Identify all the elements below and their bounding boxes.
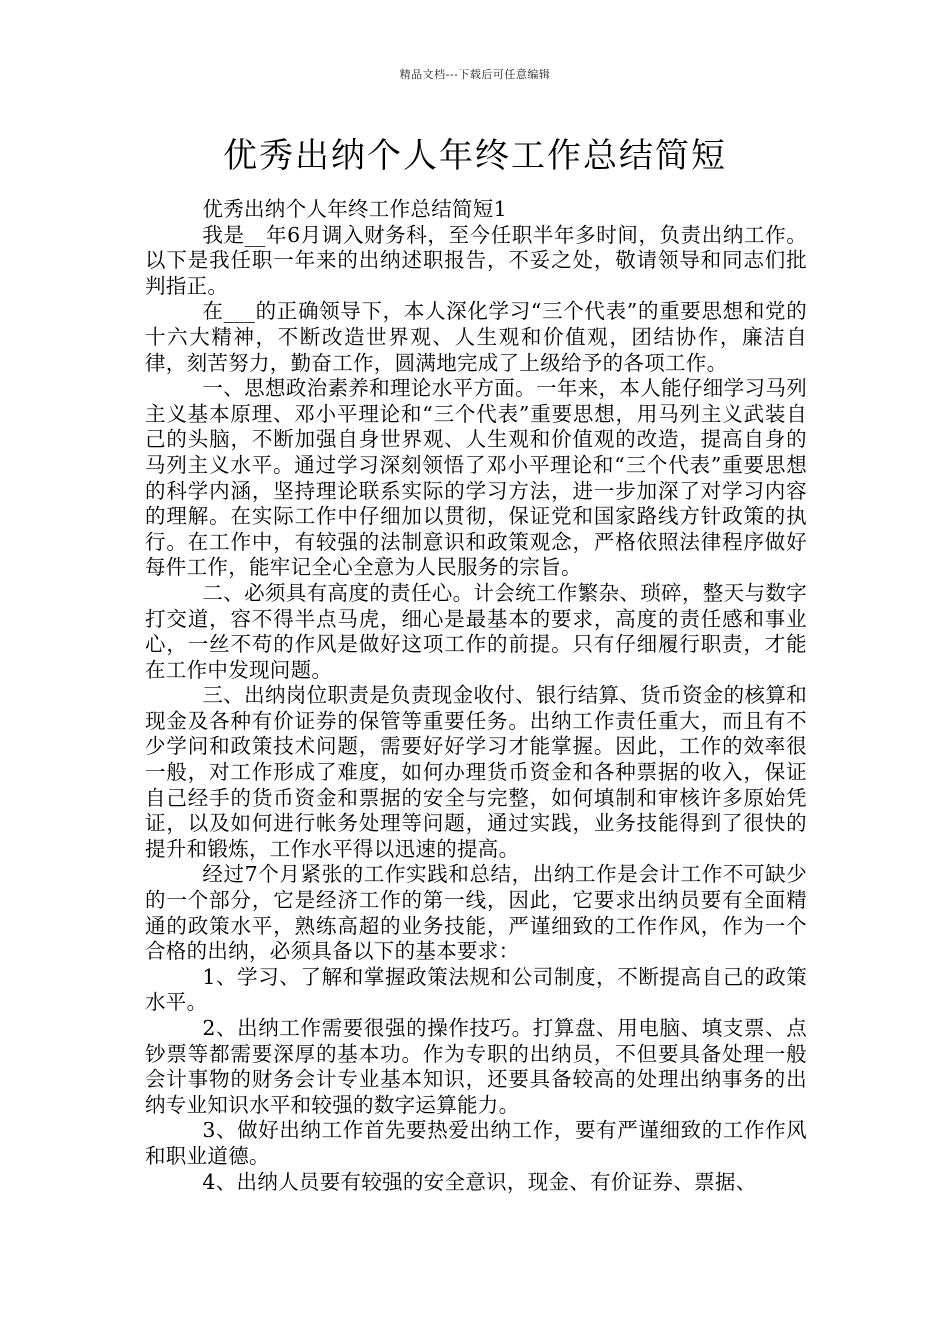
paragraph: 经过7个月紧张的工作实践和总结，出纳工作是会计工作不可缺少的一个部分，它是经济工作的第一线，因此，它要求出纳员要有全面精通的政策水平，熟练高超的业务技能，严谨细致的工作作风，作为一个合格的出纳，必须具备以下的基本要求： bbox=[145, 862, 807, 964]
paragraph: 4、出纳人员要有较强的安全意识，现金、有价证券、票据、 bbox=[202, 1169, 757, 1194]
header-note: 精品文档---下载后可任意编辑 bbox=[399, 68, 551, 81]
paragraph: 三、出纳岗位职责是负责现金收付、银行结算、货币资金的核算和现金及各种有价证券的保管等重要任务。出纳工作责任重大，而且有不少学问和政策技术问题，需要好好学习才能掌握。因此，工作的效率很一般，对工作形成了难度，如何办理货币资金和各种票据的收入，保证自己经手的货币资金和票据的安全与完整，如何填制和审核许多原始凭证，以及如何进行帐务处理等问题，通过实践，业务技能得到了很快的提升和锻炼，工作水平得以迅速的提高。 bbox=[145, 683, 807, 861]
paragraph: 1、学习、了解和掌握政策法规和公司制度，不断提高自己的政策水平。 bbox=[145, 964, 807, 1015]
document-body bbox=[145, 197, 807, 1195]
paragraph-subtitle: 优秀出纳个人年终工作总结简短1 bbox=[202, 197, 507, 221]
paragraph: 一、思想政治素养和理论水平方面。一年来，本人能仔细学习马列主义基本原理、邓小平理论和“三个代表”重要思想，用马列主义武装自己的头脑，不断加强自身世界观、人生观和价值观的改造，提高自身的马列主义水平。通过学习深刻领悟了邓小平理论和“三个代表”重要思想的科学内涵，坚持理论联系实际的学习方法，进一步加深了对学习内容的理解。在实际工作中仔细加以贯彻，保证党和国家路线方针政策的执行。在工作中，有较强的法制意识和政策观念，严格依照法律程序做好每件工作，能牢记全心全意为人民服务的宗旨。 bbox=[145, 376, 807, 580]
paragraph: 在___的正确领导下，本人深化学习“三个代表”的重要思想和党的十六大精神，不断改造世界观、人生观和价值观，团结协作，廉洁自律，刻苦努力，勤奋工作，圆满地完成了上级给予的各项工作。 bbox=[145, 299, 807, 375]
paragraph: 二、必须具有高度的责任心。计会统工作繁杂、琐碎，整天与数字打交道，容不得半点马虎，细心是最基本的要求，高度的责任感和事业心，一丝不苟的作风是做好这项工作的前提。只有仔细履行职责，才能在工作中发现问题。 bbox=[145, 580, 807, 682]
paragraph: 3、做好出纳工作首先要热爱出纳工作，要有严谨细致的工作作风和职业道德。 bbox=[145, 1118, 807, 1168]
paragraph: 我是__年6月调入财务科，至今任职半年多时间，负责出纳工作。以下是我任职一年来的出纳述职报告，不妥之处，敬请领导和同志们批判指正。 bbox=[145, 222, 807, 298]
document-title: 优秀出纳个人年终工作总结简短 bbox=[223, 136, 727, 176]
paragraph: 2、出纳工作需要很强的操作技巧。打算盘、用电脑、填支票、点钞票等都需要深厚的基本功。作为专职的出纳员，不但要具备处理一般会计事物的财务会计专业基本知识，还要具备较高的处理出纳事务的出纳专业知识水平和较强的数字运算能力。 bbox=[145, 1016, 807, 1117]
